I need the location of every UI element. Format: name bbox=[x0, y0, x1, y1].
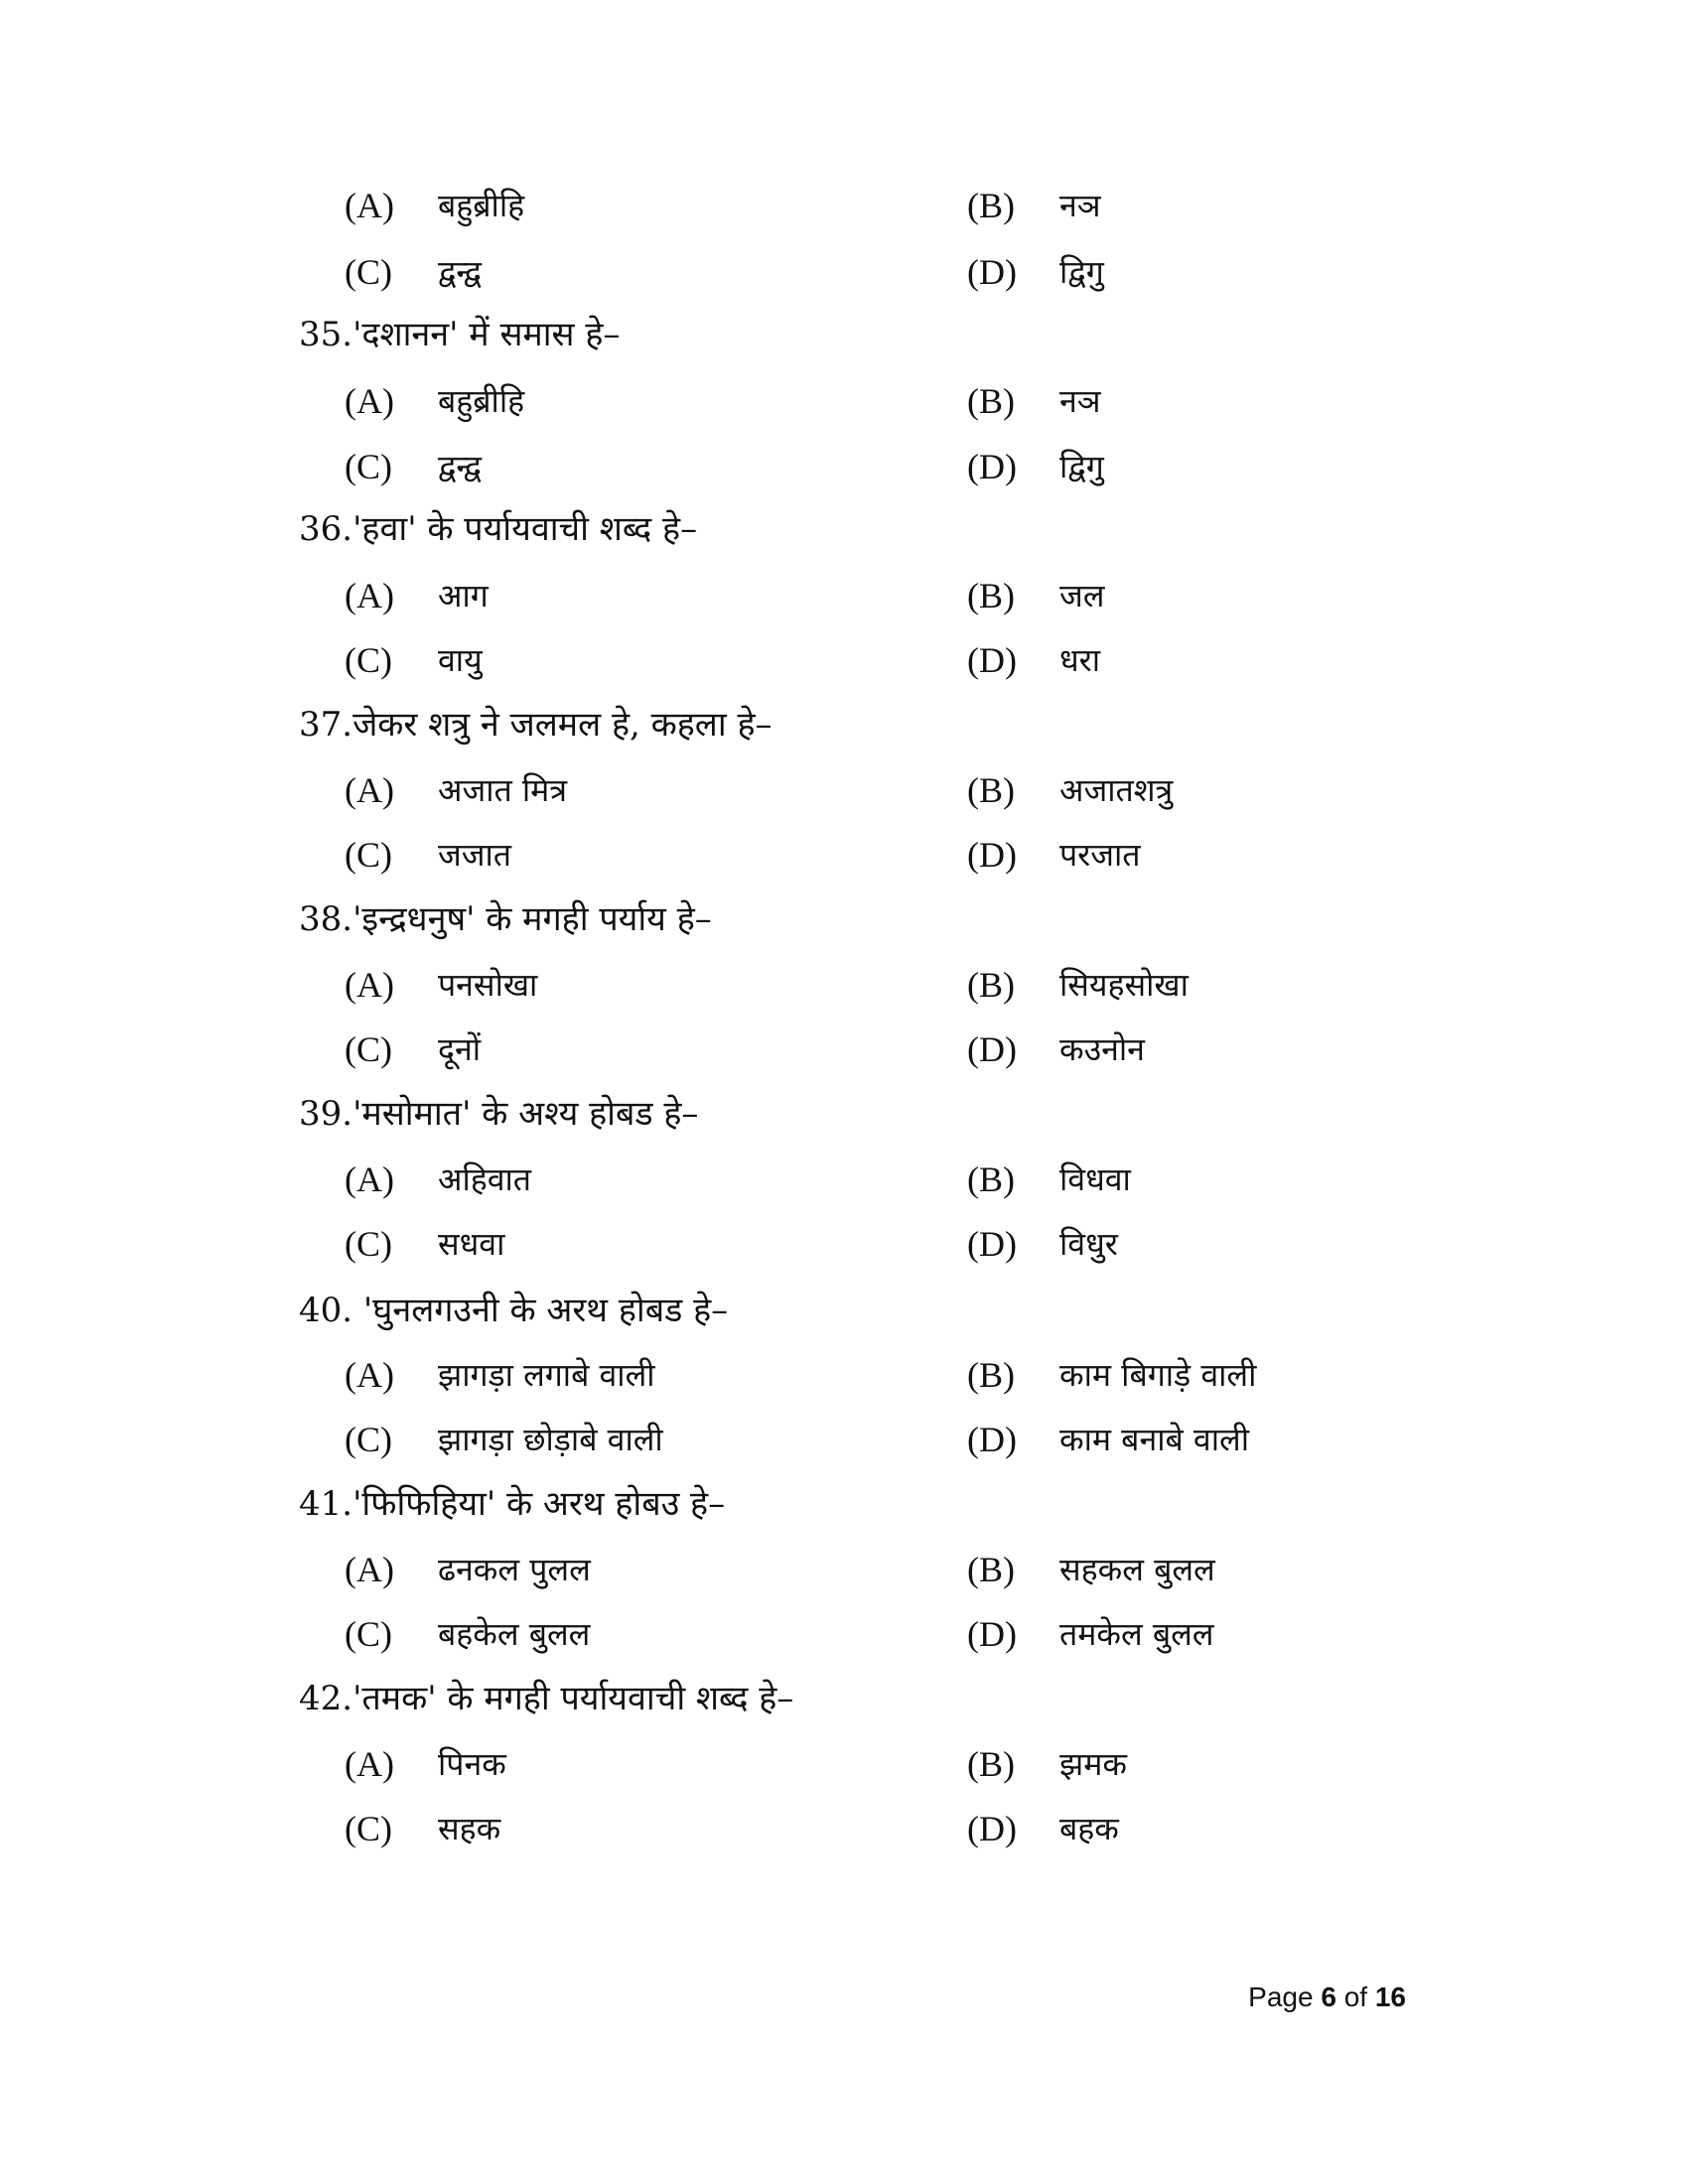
option-text: अहिवात bbox=[438, 1160, 532, 1198]
option-label: (A) bbox=[345, 965, 394, 1005]
option-text: द्वन्द्व bbox=[438, 253, 482, 291]
page-total: 16 bbox=[1374, 1981, 1406, 2012]
question-text bbox=[299, 501, 697, 557]
question-text bbox=[299, 1476, 725, 1532]
option-text: अजातशत्रु bbox=[1059, 771, 1174, 809]
option-label: (A) bbox=[345, 1550, 394, 1589]
option-row bbox=[0, 439, 1688, 494]
option-row bbox=[0, 1606, 1688, 1662]
option-label: (B) bbox=[967, 770, 1015, 810]
option-text: आग bbox=[438, 577, 489, 614]
option-text: पिनक bbox=[438, 1745, 506, 1783]
option-label: (C) bbox=[345, 640, 392, 680]
option-text: धरा bbox=[1059, 641, 1101, 679]
option-label: (D) bbox=[967, 835, 1017, 875]
option-label: (A) bbox=[345, 186, 394, 225]
option-label: (C) bbox=[345, 835, 392, 875]
option-label: (D) bbox=[967, 447, 1017, 486]
option-text: झमक bbox=[1059, 1745, 1127, 1783]
question-text bbox=[299, 1671, 793, 1726]
question-stem: 'दशानन' में समास हे– bbox=[352, 315, 621, 354]
question-text bbox=[299, 697, 773, 752]
option-row bbox=[0, 373, 1688, 429]
option-label: (A) bbox=[345, 1744, 394, 1784]
option-label: (B) bbox=[967, 1744, 1015, 1784]
option-text: काम बिगाड़े वाली bbox=[1059, 1356, 1257, 1394]
option-row bbox=[0, 178, 1688, 233]
option-text: जजात bbox=[438, 836, 512, 874]
question-number: 35. bbox=[299, 315, 353, 354]
option-text: बहुब्रीहि bbox=[438, 382, 525, 420]
option-label: (D) bbox=[967, 1809, 1017, 1848]
option-label: (C) bbox=[345, 1420, 392, 1459]
option-label: (C) bbox=[345, 1029, 392, 1069]
option-label: (B) bbox=[967, 965, 1015, 1005]
option-text: जल bbox=[1059, 577, 1105, 614]
option-row bbox=[0, 1347, 1688, 1403]
option-label: (A) bbox=[345, 770, 394, 810]
question-number: 40. bbox=[299, 1291, 353, 1330]
question-37 bbox=[0, 697, 1688, 752]
question-text bbox=[299, 1283, 728, 1338]
option-text: झागड़ा छोड़ाबे वाली bbox=[438, 1421, 663, 1458]
page-of: of bbox=[1343, 1981, 1368, 2012]
option-label: (A) bbox=[345, 576, 394, 615]
option-text: झागड़ा लगाबे वाली bbox=[438, 1356, 655, 1394]
question-stem: 'इन्द्रधनुष' के मगही पर्याय हे– bbox=[352, 899, 712, 939]
option-row bbox=[0, 1801, 1688, 1856]
option-text: सहक bbox=[438, 1810, 501, 1847]
question-41 bbox=[0, 1476, 1688, 1532]
option-label: (D) bbox=[967, 1420, 1017, 1459]
page-current: 6 bbox=[1321, 1981, 1336, 2012]
option-text: कउनोन bbox=[1059, 1030, 1145, 1068]
option-text: काम बनाबे वाली bbox=[1059, 1421, 1250, 1458]
option-text: नञ bbox=[1059, 382, 1101, 420]
question-number: 41. bbox=[299, 1484, 353, 1524]
option-row bbox=[0, 762, 1688, 818]
question-stem: 'तमक' के मगही पर्यायवाची शब्द हे– bbox=[352, 1679, 794, 1718]
question-36 bbox=[0, 501, 1688, 557]
option-text: बहक bbox=[1059, 1810, 1119, 1847]
option-text: अजात मित्र bbox=[438, 771, 567, 809]
option-row bbox=[0, 1022, 1688, 1077]
option-text: द्वन्द्व bbox=[438, 448, 482, 485]
option-label: (A) bbox=[345, 1160, 394, 1199]
option-label: (B) bbox=[967, 381, 1015, 421]
option-text: विधुर bbox=[1059, 1225, 1118, 1263]
option-row bbox=[0, 632, 1688, 688]
option-text: सधवा bbox=[438, 1225, 505, 1263]
option-text: परजात bbox=[1059, 836, 1141, 874]
option-text: नञ bbox=[1059, 187, 1101, 224]
question-number: 36. bbox=[299, 509, 353, 549]
option-label: (B) bbox=[967, 576, 1015, 615]
option-label: (A) bbox=[345, 1355, 394, 1395]
option-label: (B) bbox=[967, 1160, 1015, 1199]
option-label: (B) bbox=[967, 1355, 1015, 1395]
option-row bbox=[0, 568, 1688, 623]
question-stem: जेकर शत्रु ने जलमल हे, कहला हे– bbox=[352, 705, 773, 745]
question-40 bbox=[0, 1283, 1688, 1338]
option-text: सियहसोखा bbox=[1059, 966, 1189, 1004]
question-stem: 'फिफिहिया' के अरथ होबउ हे– bbox=[352, 1484, 726, 1524]
option-label: (D) bbox=[967, 1224, 1017, 1264]
page-prefix: Page bbox=[1248, 1981, 1314, 2012]
option-label: (D) bbox=[967, 252, 1017, 292]
option-label: (B) bbox=[967, 1550, 1015, 1589]
question-number: 39. bbox=[299, 1094, 353, 1134]
question-stem: 'घुनलगउनी के अरथ होबड हे– bbox=[352, 1291, 729, 1330]
option-text: वायु bbox=[438, 641, 483, 679]
option-row bbox=[0, 244, 1688, 300]
option-text: बहकेल बुलल bbox=[438, 1615, 591, 1653]
option-label: (C) bbox=[345, 447, 392, 486]
option-label: (C) bbox=[345, 1224, 392, 1264]
question-35 bbox=[0, 307, 1688, 362]
question-text bbox=[299, 891, 712, 947]
question-text bbox=[299, 307, 620, 362]
option-text: बहुब्रीहि bbox=[438, 187, 525, 224]
question-38 bbox=[0, 891, 1688, 947]
question-39 bbox=[0, 1086, 1688, 1142]
question-42 bbox=[0, 1671, 1688, 1726]
question-number: 37. bbox=[299, 705, 353, 745]
option-label: (D) bbox=[967, 1614, 1017, 1654]
option-text: द्विगु bbox=[1059, 448, 1104, 485]
question-stem: 'हवा' के पर्यायवाची शब्द हे– bbox=[352, 509, 698, 549]
option-text: ढनकल पुलल bbox=[438, 1551, 591, 1588]
page-number bbox=[1248, 1981, 1406, 2013]
question-text bbox=[299, 1086, 698, 1142]
option-row bbox=[0, 1152, 1688, 1207]
option-row bbox=[0, 827, 1688, 883]
option-text: दूनों bbox=[438, 1030, 482, 1068]
option-label: (B) bbox=[967, 186, 1015, 225]
option-label: (A) bbox=[345, 381, 394, 421]
option-label: (C) bbox=[345, 1614, 392, 1654]
question-stem: 'मसोमात' के अश्य होबड हे– bbox=[352, 1094, 699, 1134]
option-row bbox=[0, 1216, 1688, 1272]
question-number: 38. bbox=[299, 899, 353, 939]
option-text: तमकेल बुलल bbox=[1059, 1615, 1214, 1653]
option-label: (C) bbox=[345, 252, 392, 292]
option-text: विधवा bbox=[1059, 1160, 1131, 1198]
option-label: (D) bbox=[967, 1029, 1017, 1069]
option-row bbox=[0, 1736, 1688, 1792]
question-number: 42. bbox=[299, 1679, 353, 1718]
option-row bbox=[0, 957, 1688, 1013]
option-row bbox=[0, 1412, 1688, 1467]
option-row bbox=[0, 1542, 1688, 1597]
option-label: (D) bbox=[967, 640, 1017, 680]
option-text: सहकल बुलल bbox=[1059, 1551, 1215, 1588]
option-label: (C) bbox=[345, 1809, 392, 1848]
option-text: द्विगु bbox=[1059, 253, 1104, 291]
option-text: पनसोखा bbox=[438, 966, 538, 1004]
